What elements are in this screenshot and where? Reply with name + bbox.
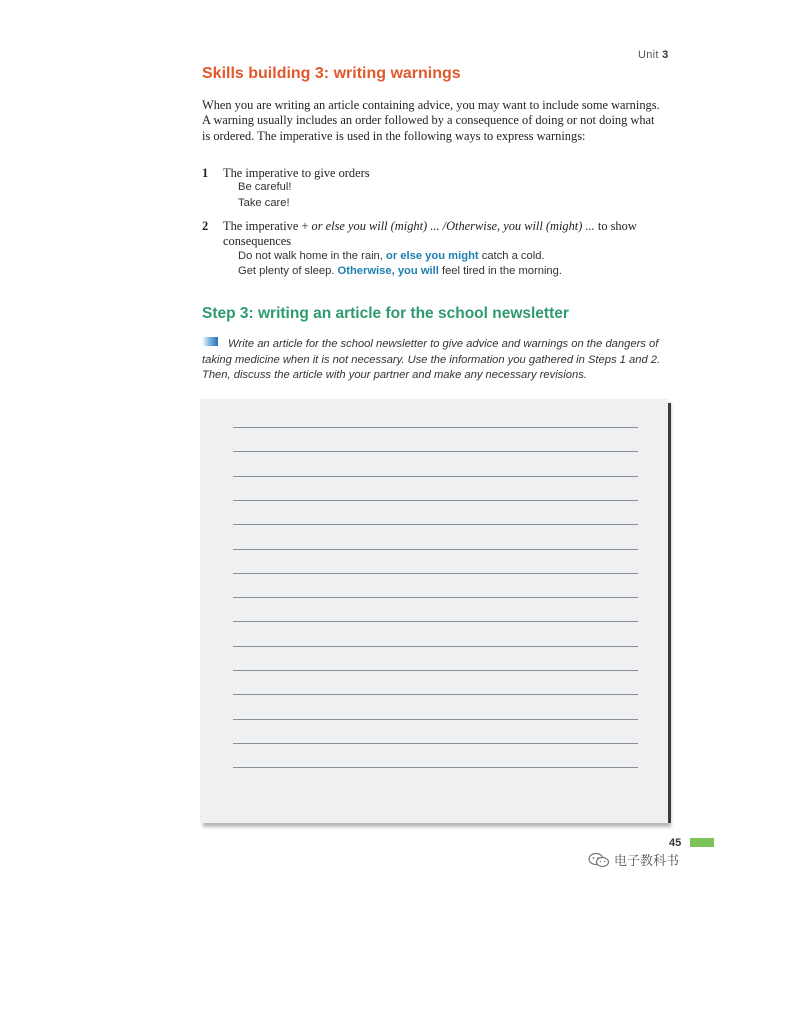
writing-line[interactable] — [233, 694, 638, 695]
watermark — [588, 850, 679, 869]
example-rain — [238, 250, 545, 262]
writing-line[interactable] — [233, 451, 638, 452]
writing-line[interactable] — [233, 597, 638, 598]
unit-number: 3 — [662, 49, 669, 61]
writing-line[interactable] — [233, 500, 638, 501]
example-sleep-highlight: Otherwise, you will — [337, 265, 439, 277]
writing-paper[interactable] — [200, 399, 668, 823]
example-take-care: Take care! — [238, 197, 290, 209]
item-text-2 — [223, 219, 637, 234]
writing-line[interactable] — [233, 767, 638, 768]
wechat-icon — [588, 852, 610, 868]
writing-line[interactable] — [233, 549, 638, 550]
example-rain-a: Do not walk home in the rain, — [238, 250, 386, 262]
example-be-careful: Be careful! — [238, 181, 292, 193]
writing-line[interactable] — [233, 670, 638, 671]
step-heading: Step 3: writing an article for the school newsletter — [202, 305, 569, 322]
writing-line[interactable] — [233, 524, 638, 525]
item2-text-line2: consequences — [223, 234, 292, 248]
watermark-text: 电子教科书 — [614, 854, 680, 869]
item-number-2: 2 — [202, 219, 209, 233]
example-sleep-b: feel tired in the morning. — [438, 265, 562, 277]
item-number-1: 1 — [202, 166, 209, 180]
item2-text-italic: or else you will (might) ... /Otherwise, you will (might) ... — [311, 219, 595, 233]
step-instruction — [202, 337, 670, 384]
unit-label — [638, 49, 669, 61]
writing-line[interactable] — [233, 427, 638, 428]
page-number-bar — [690, 838, 714, 847]
intro-paragraph: When you are writing an article containing advice, you may want to include some warnings. A warning usually includes an order followed by a consequence of doing or not doing what is ordered. The imperative is used in the following ways to express warnings: — [202, 98, 660, 143]
writing-line[interactable] — [233, 573, 638, 574]
writing-line[interactable] — [233, 719, 638, 720]
unit-text: Unit — [638, 49, 659, 61]
gradient-bar-icon — [202, 337, 218, 346]
writing-line[interactable] — [233, 476, 638, 477]
writing-line[interactable] — [233, 646, 638, 647]
example-rain-b: catch a cold. — [478, 250, 545, 262]
example-rain-highlight: or else you might — [386, 250, 479, 262]
item2-text-b: to show — [594, 219, 637, 233]
writing-line[interactable] — [233, 621, 638, 622]
example-sleep — [238, 265, 562, 277]
writing-line[interactable] — [233, 743, 638, 744]
page-number: 45 — [669, 837, 682, 849]
step-instruction-text: Write an article for the school newsletter to give advice and warnings on the dangers of taking medicine when it is not necessary. Use the information you gathered in Steps 1 and 2. Then, discuss the article with your partner and make any necessary revisions. — [202, 338, 661, 381]
skills-heading: Skills building 3: writing warnings — [202, 65, 461, 82]
item-text-1: The imperative to give orders — [223, 166, 370, 180]
item2-text-a: The imperative + — [223, 219, 312, 233]
example-sleep-a: Get plenty of sleep. — [238, 265, 338, 277]
